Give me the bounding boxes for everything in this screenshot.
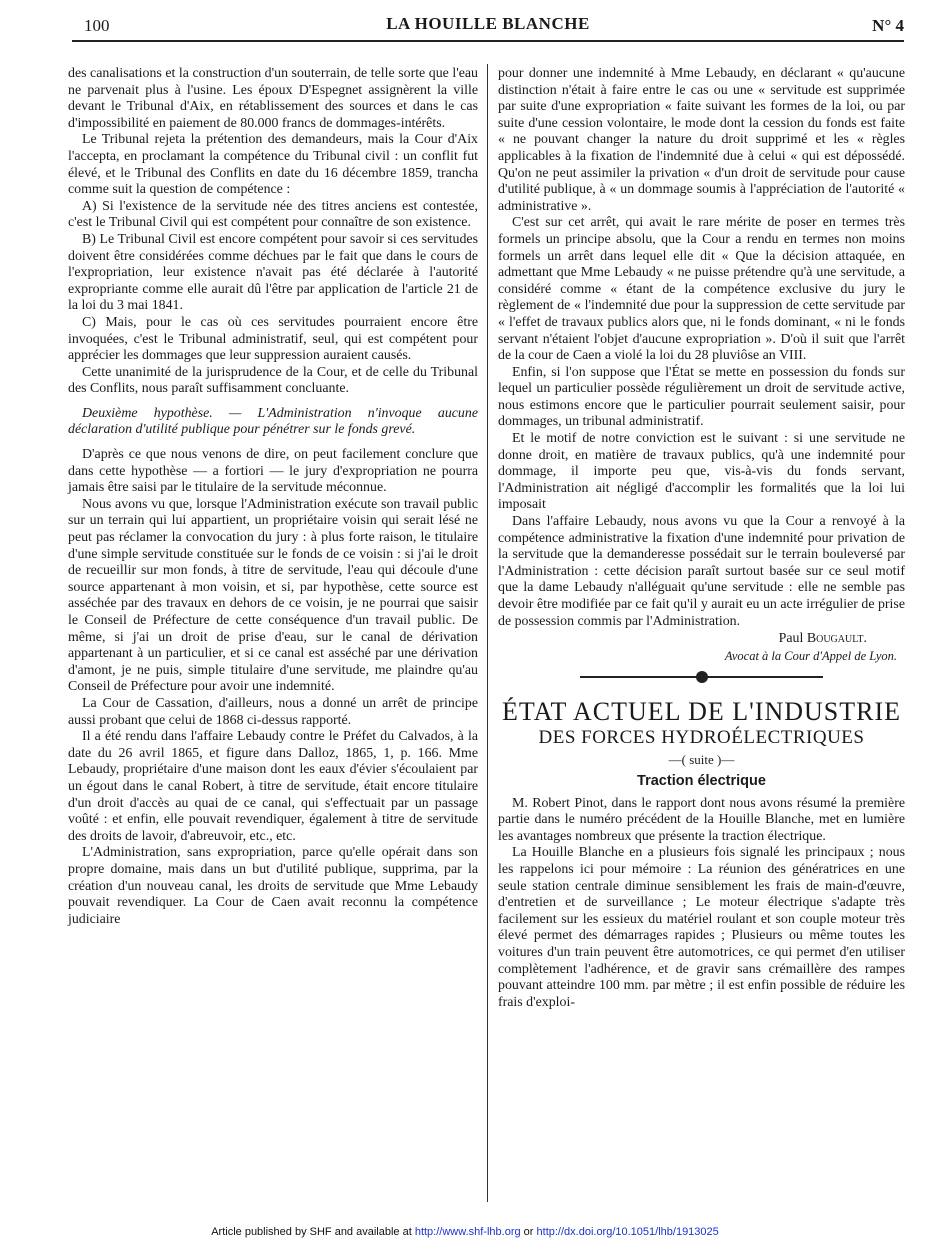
article-title: ÉTAT ACTUEL DE L'INDUSTRIE (501, 697, 902, 727)
paragraph: pour donner une indemnité à Mme Lebaudy, en déclarant « qu'aucune distinction n'était à faire entre le cas ou une « servitude est supprimée par suite d'une expropriation « faite suivant les formes de la loi, ou par suite d'une cession volontaire, le mode dont la cession du fonds est faite « ne pouvant changer la nature du droit supprimé et les « règles applicables à la fixation de l'indemnité due à celui « qui est dépossédé. Qu'on ne peut assimiler la privation « d'un droit de servitude pour cause d'utilité publique, à « un dommage soumis à l'appréciation de l'autorité « administrative ». (498, 66, 905, 214)
footer-link-doi[interactable]: http://dx.doi.org/10.1051/lhb/1913025 (536, 1226, 719, 1238)
author-role: Avocat à la Cour d'Appel de Lyon. (724, 648, 897, 663)
page-number: 100 (84, 16, 110, 35)
paragraph: La Cour de Cassation, d'ailleurs, nous a donné un arrêt de principe aussi probant que celui de 1868 ci-dessus rapporté. (68, 695, 478, 728)
header-rule (72, 40, 904, 42)
page-header (72, 14, 904, 42)
article-continuation: —( suite )— (668, 752, 735, 768)
hypothesis-heading: Deuxième hypothèse. — L'Administration n'invoque aucune déclaration d'utilité publique pour pénétrer sur le fonds grevé. (68, 405, 478, 438)
paragraph: des canalisations et la construction d'un souterrain, de telle sorte que l'eau ne parvenait plus à l'usine. Les époux D'Espegnet assignèrent la ville devant le Tribunal d'Aix, en rétablissement des sources et dans le cas d'impossibilité en paiement de 80.000 francs de dommages-intérêts. (68, 66, 478, 131)
footer-prefix: Article published by SHF and available at (211, 1226, 415, 1238)
article-subtitle: DES FORCES HYDROÉLECTRIQUES (538, 727, 865, 749)
divider-ornament (696, 671, 708, 683)
journal-title: LA HOUILLE BLANCHE (386, 14, 590, 33)
paragraph: C) Mais, pour le cas où ces servitudes pourraient encore être invoquées, c'est le Tribunal administratif, seul, qui est compétent pour apprécier les dommages que leur suppression auraient causés. (68, 314, 478, 364)
paragraph: M. Robert Pinot, dans le rapport dont nous avons résumé la première partie dans le numéro précédent de la Houille Blanche, met en lumière les avantages nombreux que présente la traction électrique. (498, 795, 905, 844)
author-last-name: Bougault. (806, 631, 867, 647)
paragraph: L'Administration, sans expropriation, parce qu'elle opérait dans son propre domaine, mais dans un but d'utilité publique, supprima, par la création d'un nouveau canal, les droits de servitude que Mme Lebaudy pouvait revendiquer. La Cour de Caen avait reconnu la compétence judiciaire (68, 845, 478, 927)
paragraph: Nous avons vu que, lorsque l'Administration exécute son travail public sur un terrain qui lui appartient, un propriétaire voisin qui serait lésé ne peut pas réclamer la convocation du jury : à plus forte raison, le titulaire d'une simple servitude constituée sur le fonds de ce voisin : si j'ai le droit de recueillir sur mon fonds, à titre de servitude, l'eau qui découle d'une source appartenant à mon voisin, et si, par hypothèse, cette source est asséchée par des travaux en dehors de ce voisin, je ne pourrai que saisir le Conseil de Préfecture de cette conséquence d'un travail public. De même, si j'ai un droit de prise d'eau, sur le canal de dérivation appartenant à un particulier, et si ce canal est asséché par une dérivation d'amont, je ne puis, simple titulaire d'une servitude, me plaindre qu'au Conseil de Préfecture pour avoir une indemnité. (68, 496, 478, 695)
section-title: Traction électrique (637, 772, 766, 789)
paragraph: Cette unanimité de la jurisprudence de la Cour, et de celle du Tribunal des Conflits, nous paraît suffisamment concluante. (68, 364, 478, 397)
issue-number: N° 4 (872, 16, 904, 35)
footer (0, 1226, 930, 1238)
paragraph: Dans l'affaire Lebaudy, nous avons vu que la Cour a renvoyé à la compétence administrative la fixation d'une indemnité pour privation de la servitude que la demanderesse possédait sur le terrain bouleversé par l'Administration : cette décision paraît surtout basée sur ce seul motif que la dame Lebaudy n'alléguait qu'une servitude : elle ne semble pas devoir être modifiée par ce fait qu'il y aurait eu un acte irrégulier de prise de possession commis par l'Administration. (498, 514, 905, 629)
footer-middle: or (520, 1226, 537, 1238)
author-first-name: Paul (778, 631, 804, 647)
paragraph: La Houille Blanche en a plusieurs fois signalé les principaux ; nous les rappelons ici pour mémoire : La réunion des génératrices en une seule station centrale diminue sensiblement les frais de main-d'œuvre, d'entretien et de surveillance ; Le moteur électrique s'adapte très facilement sur les essieux du matériel roulant et son couple moteur très élevé permet des démarrages rapides ; Plusieurs ou même toutes les voitures d'un train peuvent être automotrices, ce qui permet d'en utiliser complètement l'adhérence, et de gravir sans crémaillère des rampes pouvant atteindre 100 mm. par mètre ; il est enfin possible de réduire les frais d'exploi- (498, 845, 905, 1010)
paragraph: Il a été rendu dans l'affaire Lebaudy contre le Préfet du Calvados, à la date du 26 avril 1865, et figure dans Dalloz, 1865, 1, p. 166. Mme Lebaudy, propriétaire d'une maison dont les eaux d'évier s'écoulaient par un égout dans le canal Robert, à titre de servitude, était encore titulaire d'un droit d'accès au quai de ce canal, qui s'effectuait par un passage voûté : et enfin, elle pouvait revendiquer, également à titre de servitude des droits de lavoir, d'abreuvoir, etc., etc. (68, 729, 478, 844)
paragraph: Et le motif de notre conviction est le suivant : si une servitude ne donne droit, en matière de travaux publics, qu'à une indemnité pour dommage, il importe peu que, vis-à-vis du fonds servant, l'Administration ait négligé d'accomplir les formalités que la loi lui imposait (498, 431, 905, 513)
paragraph: Enfin, si l'on suppose que l'État se mette en possession du fonds sur lequel un particulier possède régulièrement un droit de servitude active, nous estimons encore que le particulier pourrait seulement saisir, pour dommages, un tribunal administratif. (498, 364, 905, 430)
paragraph: B) Le Tribunal Civil est encore compétent pour savoir si ces servitudes doivent être considérées comme déchues par le fait que dans le cours de l'expropriation, leur existence n'avait pas été déclarée à l'autorité expropriante comme elle aurait dû l'être par application de l'article 21 de la loi du 3 mai 1841. (68, 231, 478, 314)
column-divider (487, 64, 488, 1202)
paragraph: D'après ce que nous venons de dire, on peut facilement conclure que dans cette hypothèse — a fortiori — le jury d'expropriation ne pourra jamais être saisi par le titulaire de la servitude méconnue. (68, 447, 478, 496)
paragraph: A) Si l'existence de la servitude née des titres anciens est contestée, c'est le Tribunal Civil qui est compétent pour connaître de son existence. (68, 198, 478, 231)
footer-link-shf[interactable]: http://www.shf-lhb.org (414, 1226, 521, 1238)
paragraph: Le Tribunal rejeta la prétention des demandeurs, mais la Cour d'Aix l'accepta, en proclamant la compétence du Tribunal civil : un conflit fut élevé, et le Tribunal des Conflits en date du 16 décembre 1859, trancha comme suit la question de compétence : (68, 132, 478, 198)
right-column (498, 66, 905, 1011)
paragraph: C'est sur cet arrêt, qui avait le rare mérite de poser en termes très formels un principe absolu, que la Cour a rendu en termes non moins formels un arrêt dans lequel elle dit « Que la décision attaquée, en admettant que Mme Lebaudy « ne puisse prétendre qu'à une servitude, a considéré comme « étant de la compétence exclusive du jury le règlement de « l'indemnité due pour la suppression de cette servitude par « l'effet de travaux publics alors que, ni le fonds dominant, « ni le fonds servant n'étaient l'objet d'aucune expropriation ». D'où il suit que l'arrêt de la cour de Caen a violé la loi du 28 pluviôse an VIII. (498, 215, 905, 364)
author-signature (498, 631, 905, 648)
left-column (68, 66, 478, 928)
section-divider (498, 668, 905, 686)
